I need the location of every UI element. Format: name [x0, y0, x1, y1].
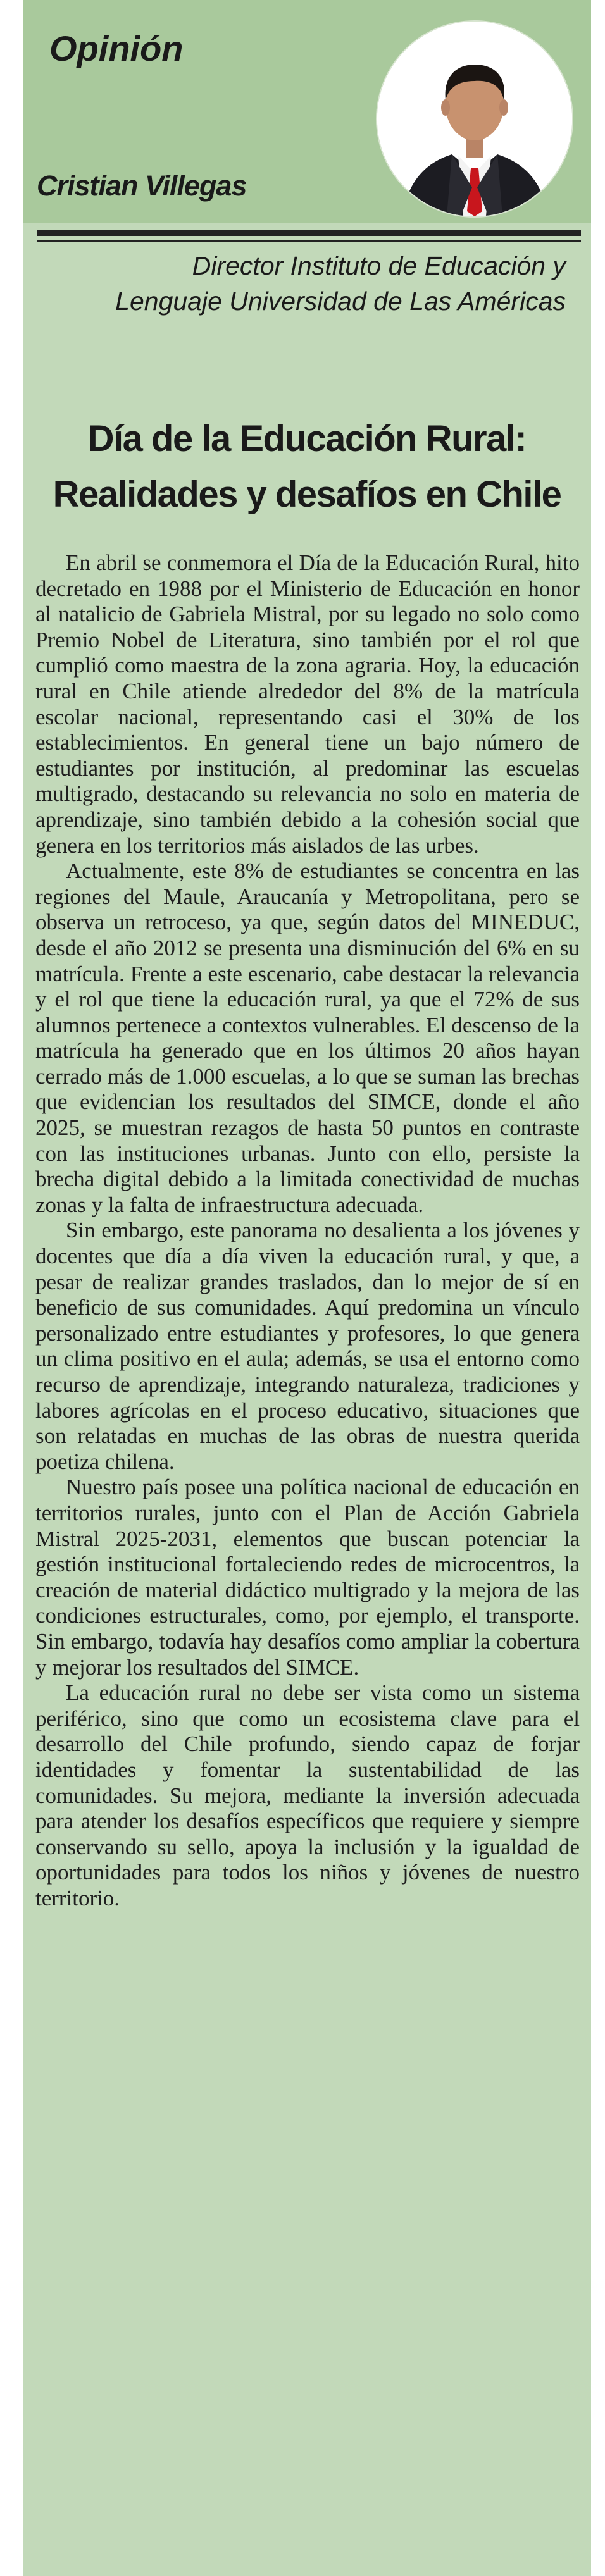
article-paragraph-4: Nuestro país posee una política nacional de educación en territorios rurales, junto con el Plan de Acción Gabriela Mistral 2025-2031, elementos que buscan potenciar la gestión institucional fortaleciendo redes de microcentros, la creación de material didáctico multigrado y la mejora de las condiciones estructurales, como, por ejemplo, el transporte. Sin embargo, todavía hay desafíos como ampliar la cobertura y mejorar los resultados del SIMCE.: [35, 1475, 580, 1680]
section-label: Opinión: [49, 28, 184, 68]
article-paragraph-1: En abril se conmemora el Día de la Educación Rural, hito decretado en 1988 por el Ministerio de Educación en honor al natalicio de Gabriela Mistral, por su legado no solo como Premio Nobel de Literatura, sino también por el rol que cumplió como maestra de la zona agraria. Hoy, la educación rural en Chile atiende alrededor del 8% de la matrícula escolar nacional, representando casi el 30% de los establecimientos. En general tiene un bajo número de estudiantes por institución, al predominar las escuelas multigrado, destacando su relevancia no solo en materia de aprendizaje, sino también debido a la cohesión social que genera en los territorios más aislados de las urbes.: [35, 550, 580, 858]
article-paragraph-5: La educación rural no debe ser vista como un sistema periférico, sino que como un ecosistema clave para el desarrollo del Chile profundo, siendo capaz de forjar identidades y fomentar la sustentabilidad de las comunidades. Su mejora, mediante la inversión adecuada para atender los desafíos específicos que requiere y siempre conservando su sello, apoya la inclusión y la igualdad de oportunidades para todos los niños y jóvenes de nuestro territorio.: [35, 1680, 580, 1910]
article-title-line-2: Realidades y desafíos en Chile: [53, 474, 561, 515]
divider-thick: [37, 230, 581, 236]
article-title-line-1: Día de la Educación Rural:: [87, 418, 527, 459]
article-title: [35, 411, 578, 523]
opinion-column: [23, 0, 591, 2576]
article-paragraph-2: Actualmente, este 8% de estudiantes se concentra en las regiones del Maule, Araucanía y Metropolitana, pero se observa un retroceso, ya que, según datos del MINEDUC, desde el año 2012 se presenta una disminución del 6% en su matrícula. Frente a este escenario, cabe destacar la relevancia y el rol que tiene la educación rural, ya que el 72% de sus alumnos pertenece a contextos vulnerables. El descenso de la matrícula ha generado que en los últimos 20 años hayan cerrado más de 1.000 escuelas, a lo que se suman las brechas que evidencian los resultados del SIMCE, donde el año 2025, se muestran rezagos de hasta 50 puntos en contraste con las instituciones urbanas. Junto con ello, persiste la brecha digital debido a la limitada conectividad de muchas zonas y la falta de infraestructura adecuada.: [35, 858, 580, 1217]
author-role: Director Instituto de Educación y Lenguaje Universidad de Las Américas: [115, 251, 566, 316]
article-paragraph-3: Sin embargo, este panorama no desalienta a los jóvenes y docentes que día a día viven la educación rural, y que, a pesar de realizar grandes traslados, dan lo mejor de sí en beneficio de sus comunidades. Aquí predomina un vínculo personalizado entre estudiantes y profesores, lo que genera un clima positivo en el aula; además, se usa el entorno como recurso de aprendizaje, integrando naturaleza, tradiciones y labores agrícolas en el proceso educativo, situaciones que son relatadas en muchas de las obras de nuestra querida poetiza chilena.: [35, 1218, 580, 1474]
author-name: Cristian Villegas: [37, 170, 247, 202]
article-body: [35, 550, 580, 1911]
author-photo: [377, 22, 572, 216]
divider-thin: [37, 240, 581, 242]
author-portrait-icon: [377, 22, 572, 216]
